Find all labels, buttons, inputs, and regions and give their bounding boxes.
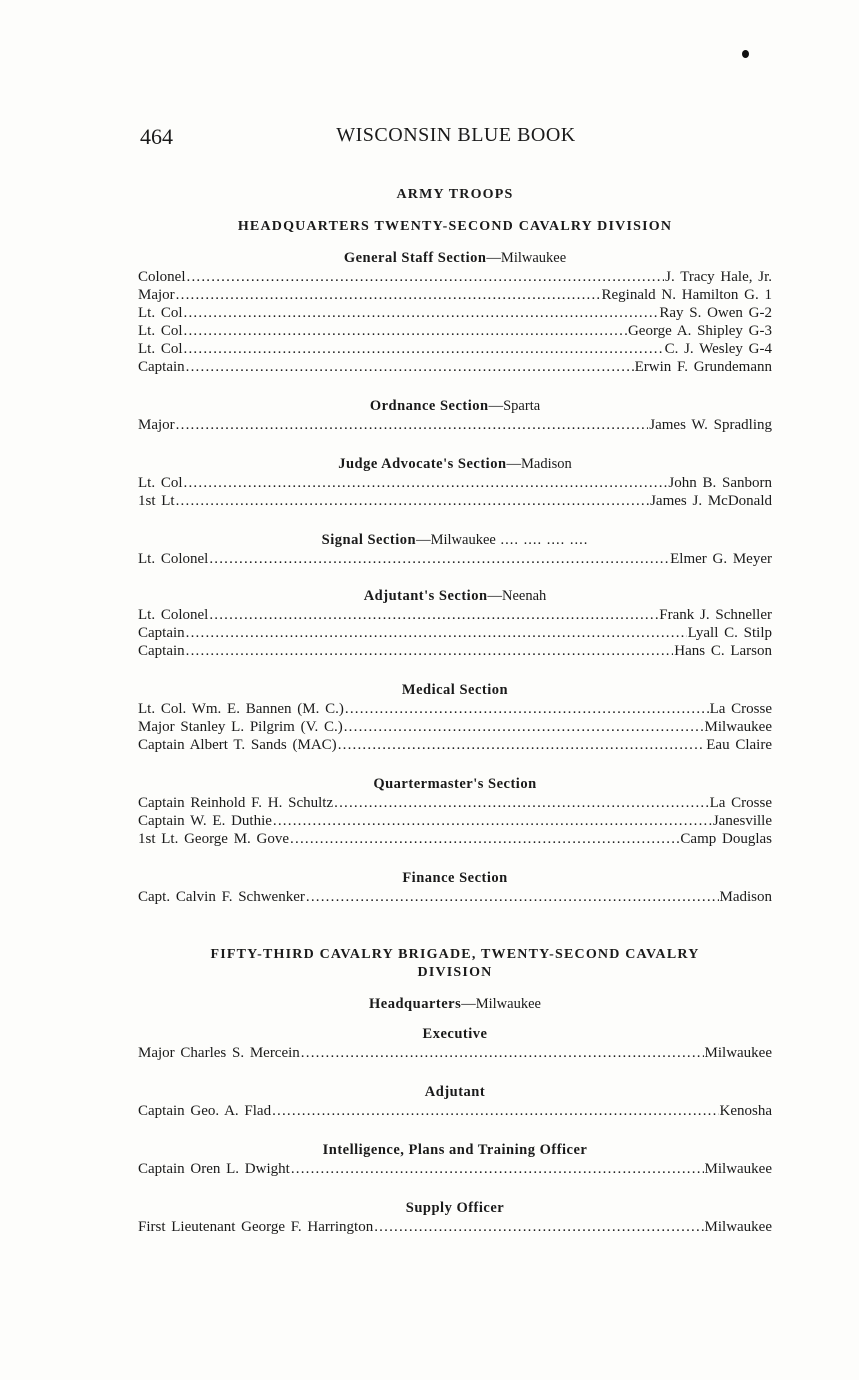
hq-division-title: HEADQUARTERS TWENTY-SECOND CAVALRY DIVISION	[237, 219, 673, 234]
ink-speck	[742, 50, 749, 58]
roster-row: Lt. Colonel ..... Elmer G. Meyer	[138, 550, 772, 568]
roster-row: Captain ..... Erwin F. Grundemann	[138, 358, 772, 376]
page-content	[138, 186, 772, 1236]
section-heading-signal: Signal Section—Milwaukee .... .... .... ....	[321, 532, 589, 548]
section-heading-headquarters: Headquarters—Milwaukee	[369, 996, 541, 1012]
roster-row: Major Charles S. Mercein ..... Milwaukee	[138, 1044, 772, 1062]
section-heading-supply: Supply Officer	[405, 1200, 505, 1216]
roster-row: 1st Lt. George M. Gove ..... Camp Douglas	[138, 830, 772, 848]
roster-row: First Lieutenant George F. Harrington ..... Milwaukee	[138, 1218, 772, 1236]
roster-row: Captain Geo. A. Flad ..... Kenosha	[138, 1102, 772, 1120]
roster-row: Lt. Col ..... C. J. Wesley G-4	[138, 340, 772, 358]
roster-row: Colonel ..... J. Tracy Hale, Jr.	[138, 268, 772, 286]
section-heading-adjutant: Adjutant's Section—Neenah	[363, 588, 547, 604]
roster-row: Captain Reinhold F. H. Schultz ..... La Crosse	[138, 794, 772, 812]
roster-row: Major Stanley L. Pilgrim (V. C.) ..... Milwaukee	[138, 718, 772, 736]
roster-row: Lt. Col ..... Ray S. Owen G-2	[138, 304, 772, 322]
roster-row: Lt. Col. Wm. E. Bannen (M. C.) ..... La Crosse	[138, 700, 772, 718]
section-heading-intelligence: Intelligence, Plans and Training Officer	[322, 1142, 588, 1158]
roster-row: Lt. Colonel ..... Frank J. Schneller	[138, 606, 772, 624]
roster-row: Captain Albert T. Sands (MAC) ..... Eau Claire	[138, 736, 772, 754]
section-heading-judge-advocate: Judge Advocate's Section—Madison	[338, 456, 572, 472]
section-heading-finance: Finance Section	[402, 870, 508, 886]
roster-row: Captain W. E. Duthie ..... Janesville	[138, 812, 772, 830]
section-heading-executive: Executive	[422, 1026, 488, 1042]
section-heading-general-staff: General Staff Section—Milwaukee	[343, 250, 567, 266]
roster-row: Lt. Col ..... John B. Sanborn	[138, 474, 772, 492]
section-heading-ordnance: Ordnance Section—Sparta	[369, 398, 541, 414]
roster-row: Captain ..... Lyall C. Stilp	[138, 624, 772, 642]
army-troops-title: ARMY TROOPS	[396, 187, 514, 202]
roster-row: Major ..... Reginald N. Hamilton G. 1	[138, 286, 772, 304]
roster-row: Captain ..... Hans C. Larson	[138, 642, 772, 660]
roster-row: Major ..... James W. Spradling	[138, 416, 772, 434]
roster-row: 1st Lt ..... James J. McDonald	[138, 492, 772, 510]
section-heading-medical: Medical Section	[401, 682, 509, 698]
section-heading-adjutant-brigade: Adjutant	[424, 1084, 486, 1100]
page-number: 464	[140, 124, 173, 149]
roster-row: Lt. Col ..... George A. Shipley G-3	[138, 322, 772, 340]
running-head: WISCONSIN BLUE BOOK	[336, 124, 576, 146]
roster-row: Captain Oren L. Dwight ..... Milwaukee	[138, 1160, 772, 1178]
section-heading-quartermaster: Quartermaster's Section	[373, 776, 537, 792]
brigade-title: FIFTY-THIRD CAVALRY BRIGADE, TWENTY-SECOND CAVALRY DIVISION	[210, 947, 700, 980]
roster-row: Capt. Calvin F. Schwenker ..... Madison	[138, 888, 772, 906]
